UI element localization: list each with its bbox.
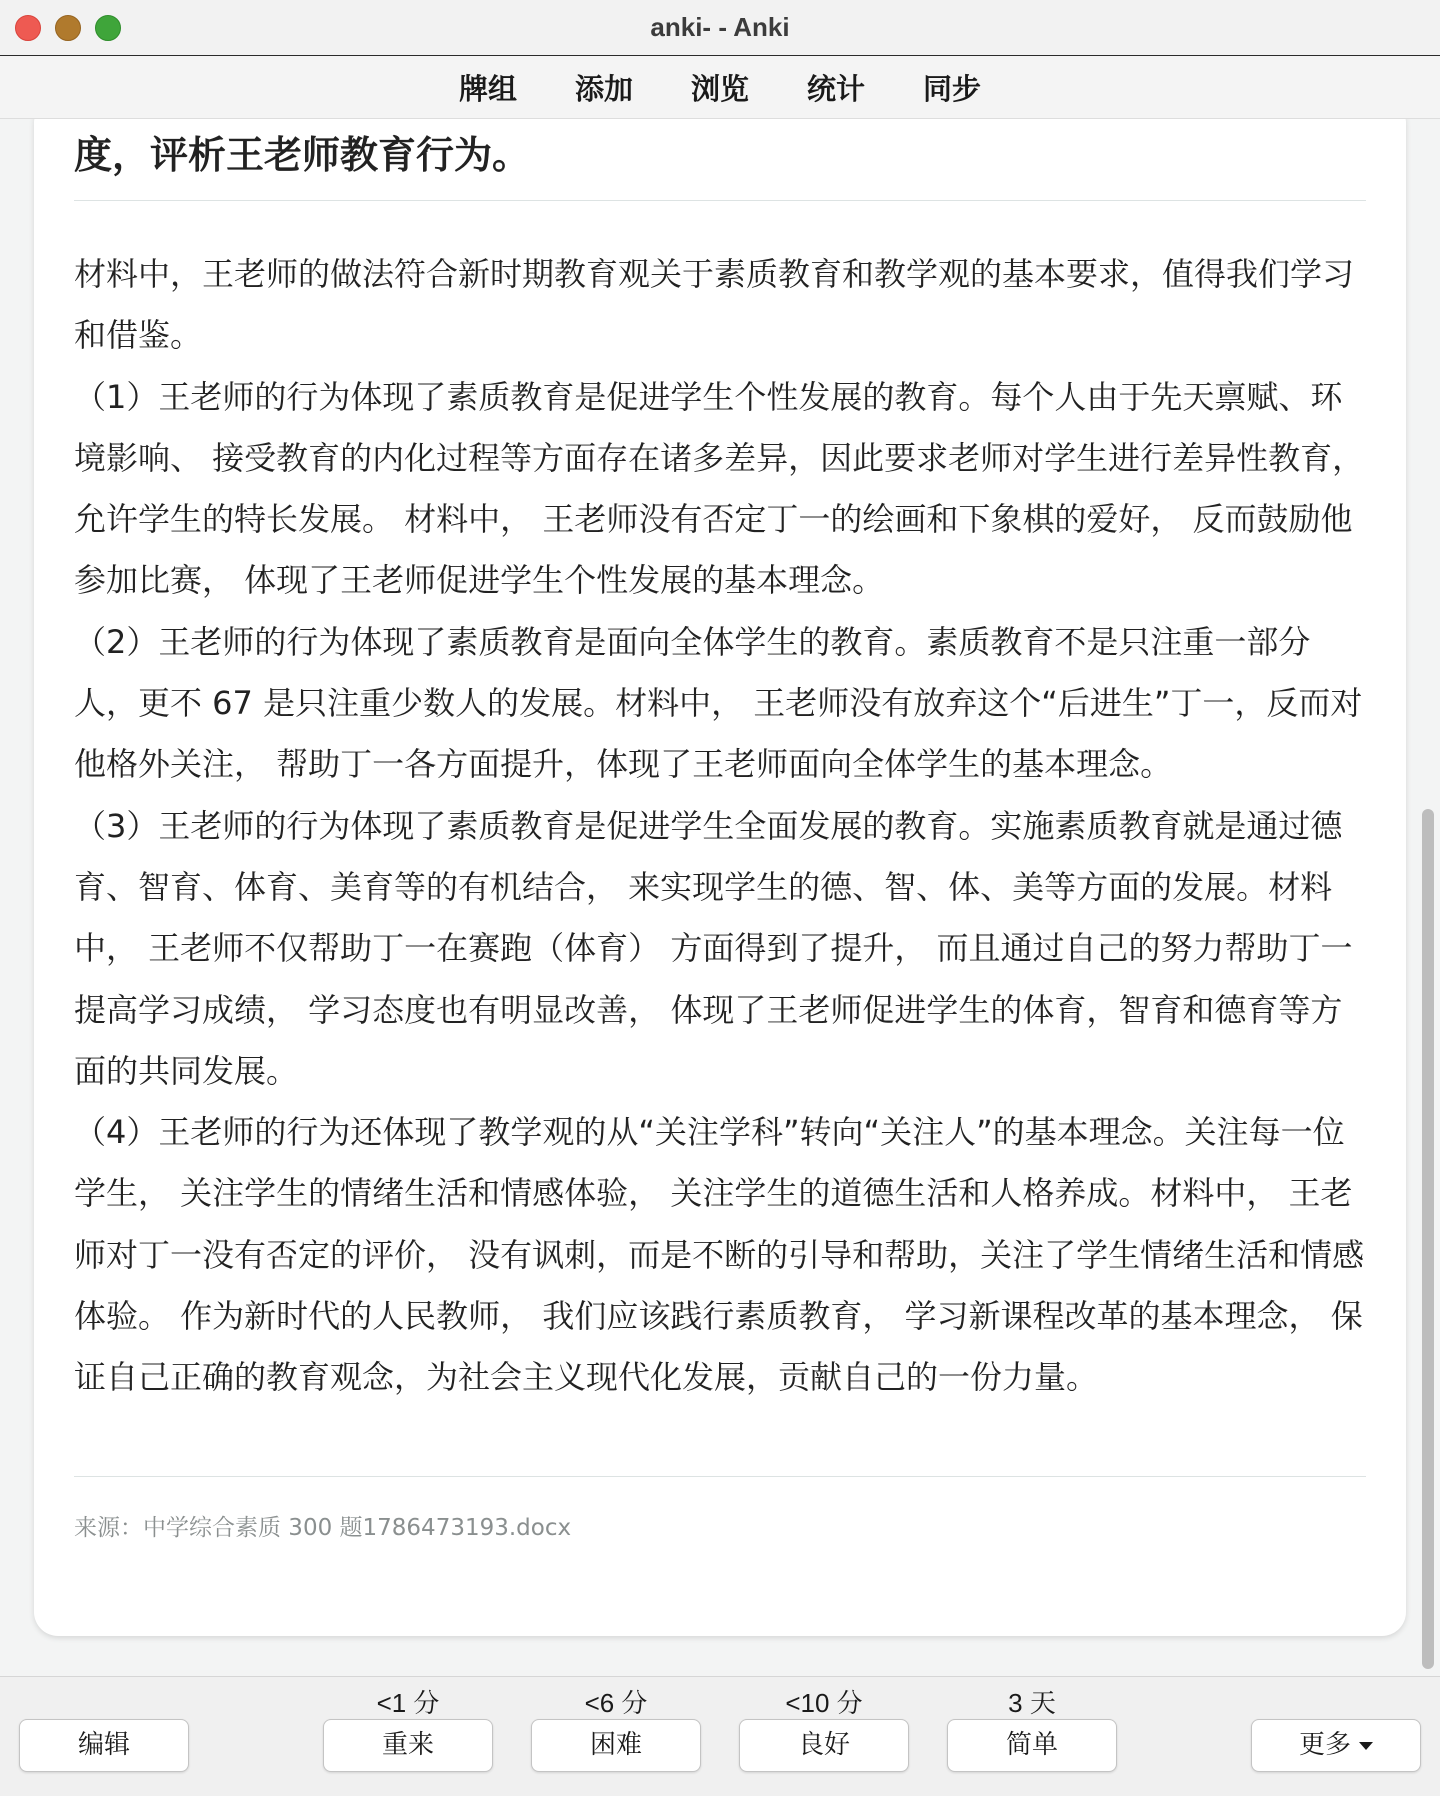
chevron-down-icon	[1359, 1742, 1373, 1750]
card-answer	[74, 244, 1374, 1409]
hard-button[interactable]: 困难	[531, 1719, 701, 1772]
main-toolbar	[0, 56, 1440, 119]
toolbar-sync[interactable]: 同步	[922, 71, 981, 106]
again-button[interactable]: 重来	[323, 1719, 493, 1772]
answer-paragraph: （4）王老师的行为还体现了教学观的从“关注学科”转向“关注人”的基本理念。关注每一位学生， 关注学生的情绪生活和情感体验， 关注学生的道德生活和人格养成。材料中， 王老师对丁一没有否定的评价， 没有讽刺，而是不断的引导和帮助，关注了学生情绪生活和情感体验。 作为新时代的人民教师， 我们应该践行素质教育， 学习新课程改革的基本理念， 保证自己正确的教育观念，为社会主义现代化发展，贡献自己的一份力量。	[74, 1113, 1365, 1397]
card-source: 来源：中学综合素质 300 题1786473193.docx	[74, 1515, 572, 1541]
review-area[interactable]	[0, 119, 1440, 1676]
toolbar-stats[interactable]: 统计	[806, 71, 865, 106]
question-answer-divider	[74, 200, 1366, 201]
good-interval: <10 分	[785, 1688, 863, 1718]
toolbar-decks[interactable]: 牌组	[458, 71, 517, 106]
easy-button[interactable]: 简单	[947, 1719, 1117, 1772]
toolbar-add[interactable]: 添加	[574, 71, 633, 106]
answer-paragraph: （1）王老师的行为体现了素质教育是促进学生个性发展的教育。每个人由于先天禀赋、环境影响、 接受教育的内化过程等方面存在诸多差异，因此要求老师对学生进行差异性教育，允许学生的特长发展。 材料中， 王老师没有否定丁一的绘画和下象棋的爱好， 反而鼓励他参加比赛， 体现了王老师促进学生个性发展的基本理念。	[74, 377, 1365, 600]
vertical-scrollbar[interactable]	[1422, 809, 1434, 1669]
again-interval: <1 分	[376, 1688, 440, 1718]
window-titlebar	[0, 0, 1440, 56]
source-divider	[74, 1476, 1366, 1477]
more-button[interactable]	[1251, 1719, 1421, 1772]
toolbar-browse[interactable]: 浏览	[690, 71, 749, 106]
hard-interval: <6 分	[584, 1688, 648, 1718]
easy-interval: 3 天	[1008, 1688, 1056, 1718]
answer-paragraph: （3）王老师的行为体现了素质教育是促进学生全面发展的教育。实施素质教育就是通过德育、智育、体育、美育等的有机结合， 来实现学生的德、智、体、美等方面的发展。材料中， 王老师不仅帮助丁一在赛跑（体育） 方面得到了提升， 而且通过自己的努力帮助丁一提高学习成绩， 学习态度也有明显改善， 体现了王老师促进学生的体育，智育和德育等方面的共同发展。	[74, 806, 1353, 1090]
edit-button[interactable]: 编辑	[19, 1719, 189, 1772]
good-button[interactable]: 良好	[739, 1719, 909, 1772]
flashcard	[34, 119, 1406, 1636]
answer-paragraph: （2）王老师的行为体现了素质教育是面向全体学生的教育。素质教育不是只注重一部分人，更不 67 是只注重少数人的发展。材料中， 王老师没有放弃这个“后进生”丁一，反而对他格外关注， 帮助丁一各方面提升，体现了王老师面向全体学生的基本理念。	[74, 622, 1363, 784]
answer-paragraph: 材料中，王老师的做法符合新时期教育观关于素质教育和教学观的基本要求，值得我们学习和借鉴。	[74, 255, 1355, 355]
answer-bar	[0, 1676, 1440, 1796]
window-title: anki- - Anki	[650, 12, 790, 42]
more-label: 更多	[1298, 1730, 1351, 1760]
card-question: 度，评析王老师教育行为。	[74, 133, 531, 177]
